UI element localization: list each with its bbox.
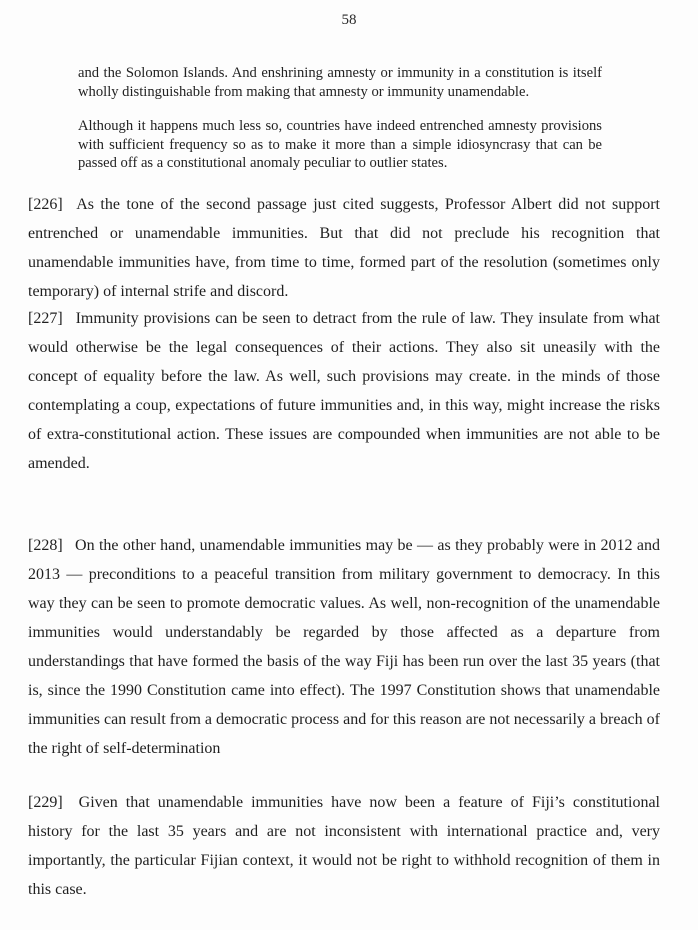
paragraph-229 bbox=[28, 788, 660, 904]
paragraph-228 bbox=[28, 531, 660, 763]
paragraph-text: Given that unamendable immunities have now been a feature of Fiji’s constitutional history for the last 35 years and are not inconsistent with international practice and, very importantly, the particular Fijian context, it would not be right to withhold recognition of them in this case. bbox=[28, 794, 660, 898]
block-quote bbox=[78, 64, 602, 101]
paragraph-number: [227] bbox=[28, 310, 63, 327]
paragraph-text: Immunity provisions can be seen to detract from the rule of law. They insulate from what would otherwise be the legal consequences of their actions. They also sit uneasily with the concept of equality before the law. As well, such provisions may create. in the minds of those contemplating a coup, expectations of future immunities and, in this way, might increase the risks of extra-constitutional action. These issues are compounded when immunities are not able to be amended. bbox=[28, 310, 661, 472]
paragraph-text: As the tone of the second passage just cited suggests, Professor Albert did not support entrenched or unamendable immunities. But that did not preclude his recognition that unamendable immunities have, from time to time, formed part of the resolution (sometimes only temporary) of internal strife and discord. bbox=[28, 196, 660, 300]
paragraph-227 bbox=[28, 304, 660, 478]
paragraph-text: On the other hand, unamendable immunities may be — as they probably were in 2012 and 2013 — preconditions to a peaceful transition from military government to democracy. In this way they can be seen to promote democratic values. As well, non-recognition of the unamendable immunities would understandably be regarded by those affected as a departure from understandings that have formed the basis of the way Fiji has been run over the last 35 years (that is, since the 1990 Constitution came into effect). The 1997 Constitution shows that unamendable immunities can result from a democratic process and for this reason are not necessarily a breach of the right of self-determination bbox=[28, 537, 661, 757]
block-quote-text: Although it happens much less so, countries have indeed entrenched amnesty provisions with sufficient frequency so as to make it more than a simple idiosyncrasy that can be passed off as a constitutional anomaly peculiar to outlier states. bbox=[78, 118, 602, 171]
block-quote bbox=[78, 117, 602, 173]
paragraph-number: [228] bbox=[28, 537, 63, 554]
block-quote-text: and the Solomon Islands. And enshrining amnesty or immunity in a constitution is itself wholly distinguishable from making that amnesty or immunity unamendable. bbox=[78, 65, 602, 100]
paragraph-number: [226] bbox=[28, 196, 63, 213]
paragraph-number: [229] bbox=[28, 794, 63, 811]
paragraph-226 bbox=[28, 190, 660, 306]
page-number: 58 bbox=[341, 12, 357, 28]
